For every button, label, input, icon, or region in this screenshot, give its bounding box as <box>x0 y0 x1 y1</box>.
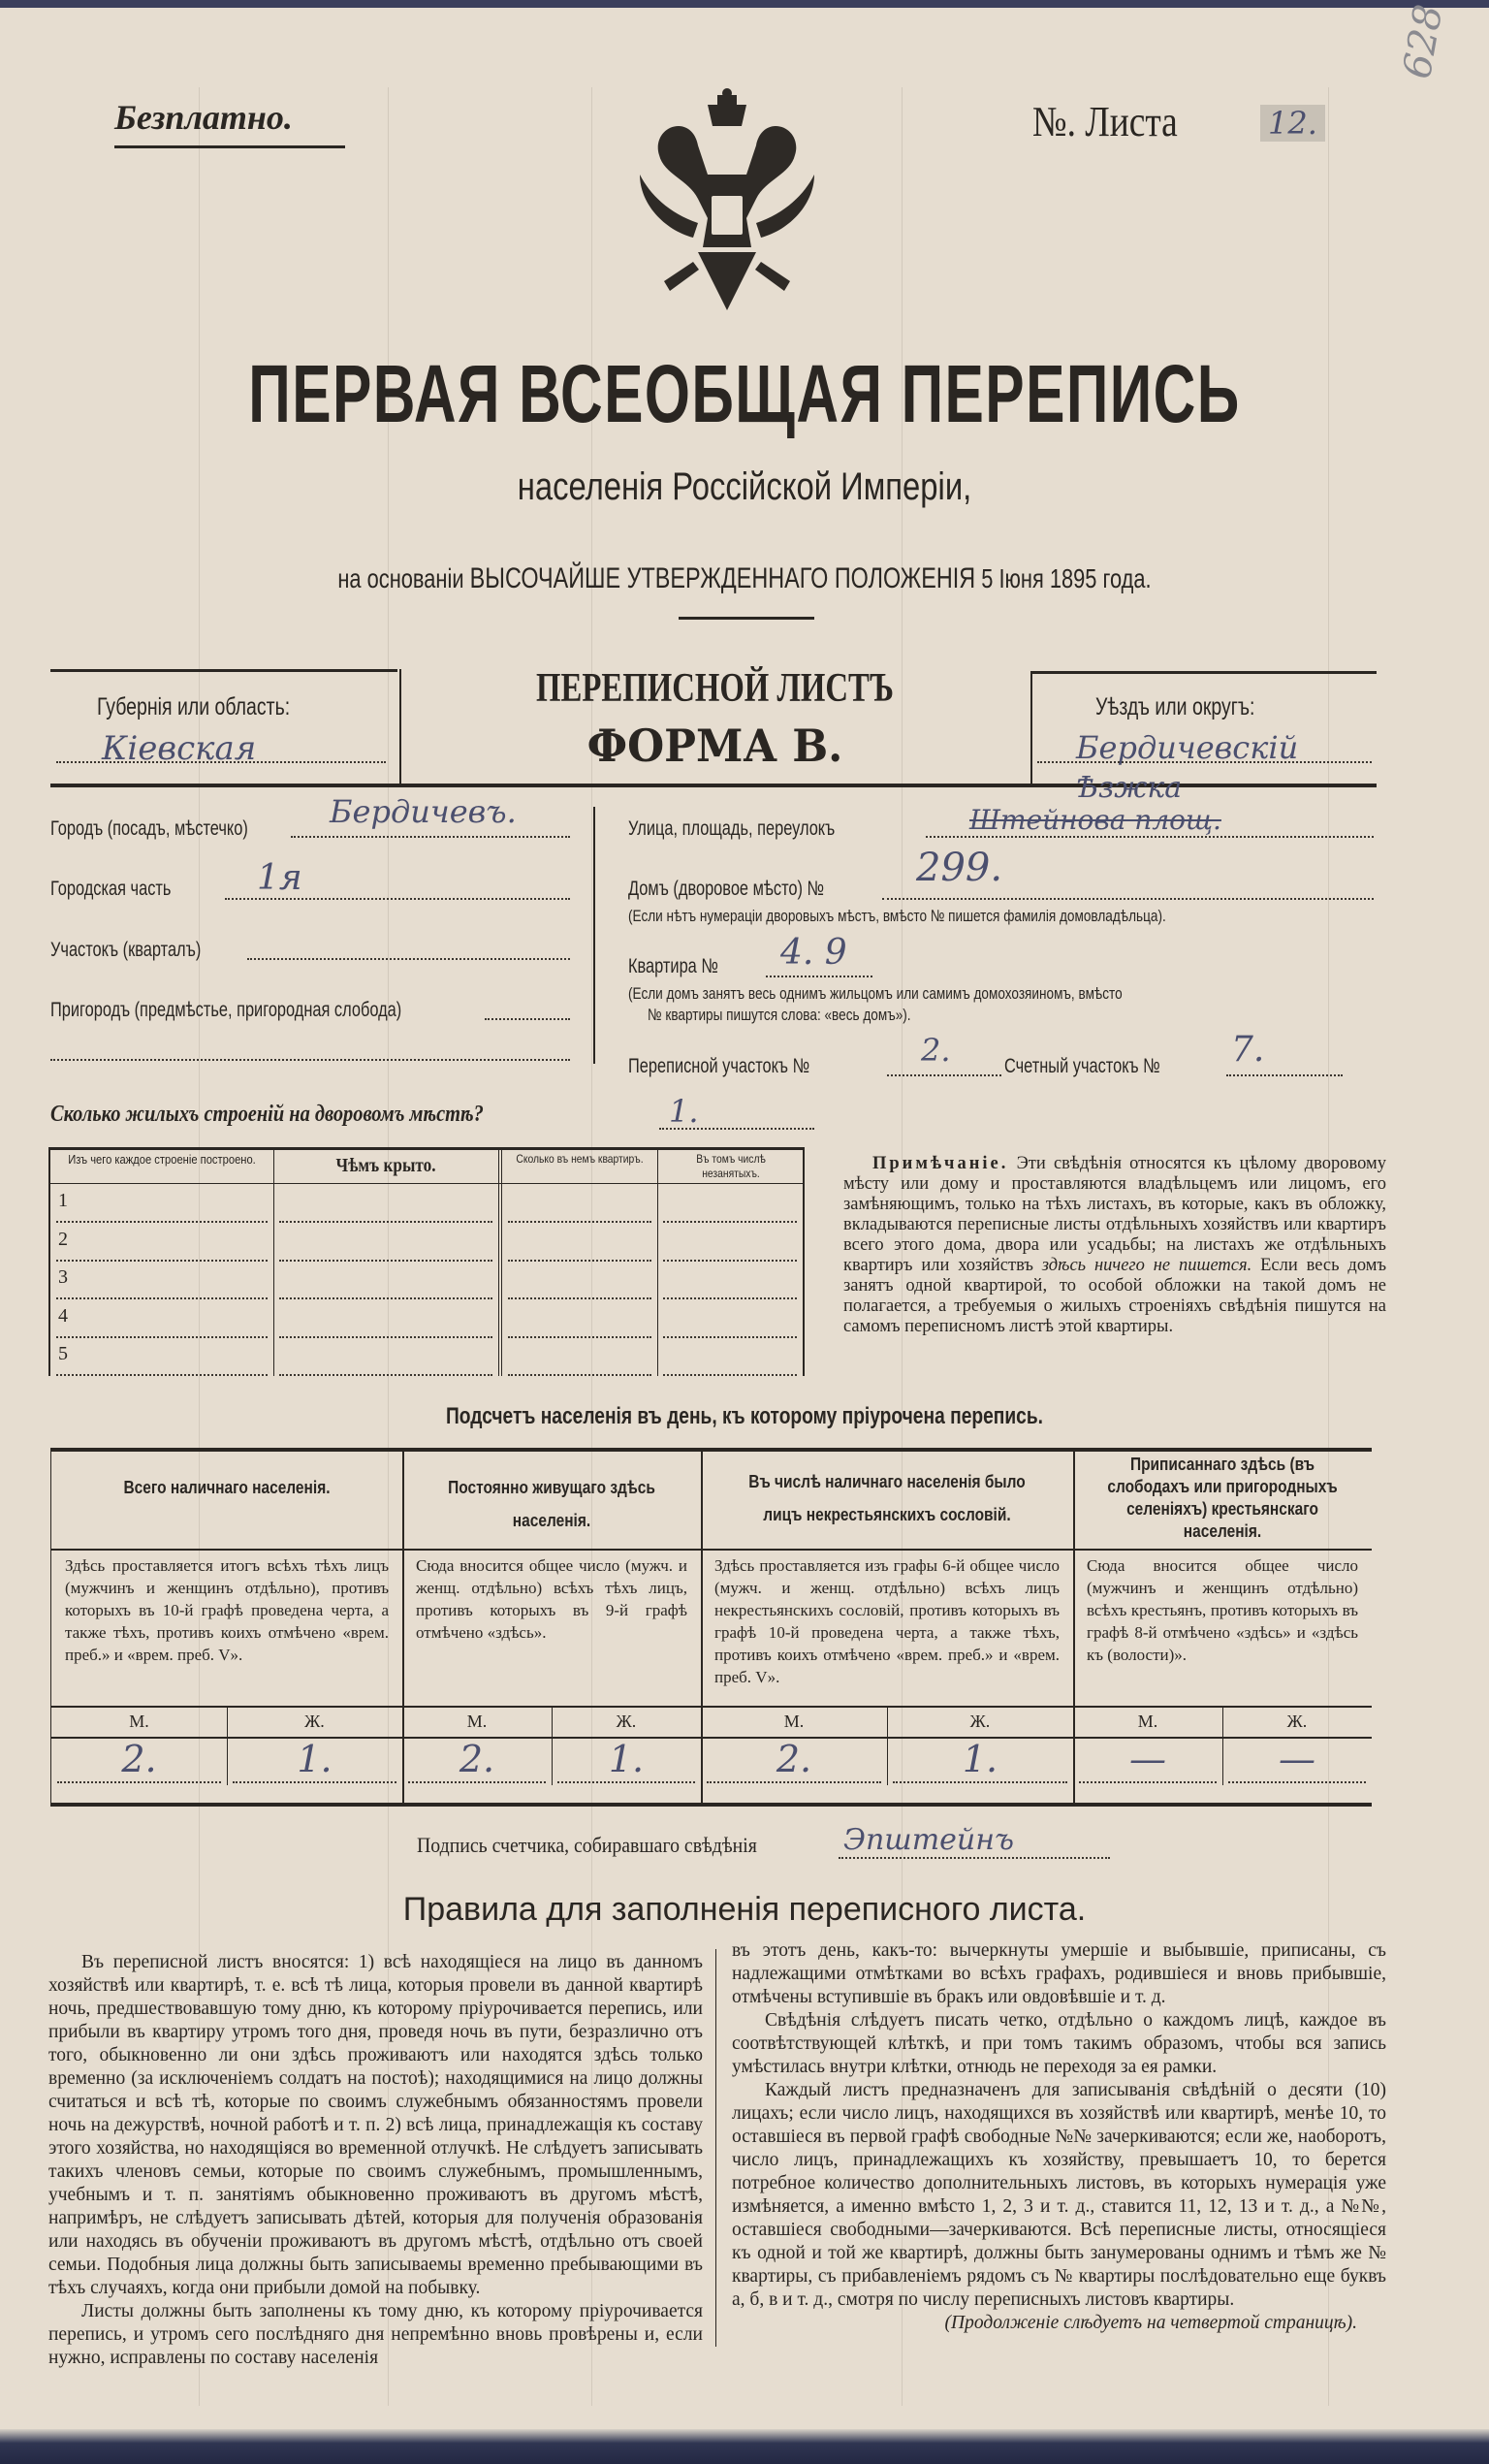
house-field-line <box>882 898 1374 900</box>
district-label: Уѣздъ или округъ: <box>1095 693 1255 720</box>
suburb-field-line-2[interactable] <box>50 1059 570 1061</box>
document-title: ПЕРВАЯ ВСЕОБЩАЯ ПЕРЕПИСЬ <box>248 348 1241 439</box>
divider <box>887 1708 888 1785</box>
province-label: Губернія или область: <box>97 693 291 720</box>
buildings-value[interactable]: 1. <box>669 1093 699 1130</box>
female-label: Ж. <box>1286 1712 1308 1731</box>
apartment-label: Квартира № <box>628 955 718 977</box>
column-divider <box>1073 1452 1075 1807</box>
apartment-note-2: № квартиры пишутся слова: «весь домъ»). <box>648 1006 911 1024</box>
form-name: ФОРМА В. <box>586 720 843 772</box>
count-district-field-line <box>1226 1074 1343 1076</box>
scan-bottom-edge <box>0 2429 1489 2464</box>
buildings-table-cell[interactable] <box>663 1336 797 1338</box>
buildings-table-cell[interactable] <box>279 1374 492 1376</box>
divider <box>114 145 345 148</box>
buildings-table-cell[interactable] <box>508 1336 651 1338</box>
divider <box>1073 1549 1372 1551</box>
count-field-line <box>233 1781 396 1783</box>
population-count-table <box>50 1448 1372 1807</box>
precinct-field-line[interactable] <box>247 958 570 960</box>
divider <box>51 1549 402 1551</box>
population-column-title: Постоянно живущаго здѣсь населенія. <box>448 1478 655 1530</box>
buildings-table-cell[interactable] <box>508 1221 651 1223</box>
column-divider <box>715 1949 716 2347</box>
rules-paragraph: Въ переписной листъ вносятся: 1) всѣ находящіеся на лицо въ данномъ хозяйствѣ или квартирѣ, т. е. всѣ тѣ лица, которыя провели въ данной квартирѣ ночь, предшествовавшую тому дню, къ которому пріурочивается перепись, или прибыли въ квартиру утромъ того дня, проведя ночь въ пути, безразлично отъ того, обыкновенно ли они здѣсь проживаютъ или находятся здѣсь только временно (за исключеніемъ солдатъ на постоѣ); находящимися на лицо должны считаться и всѣ тѣ, которые по своимъ служебнымъ обязанностямъ провели ночь на дежурствѣ, ночной работѣ и т. п. 2) всѣ лица, принадлежащія къ составу этого хозяйства, но находящіяся во временной отлучкѣ. Не слѣдуетъ записывать такихъ членовъ семьи, которые по своимъ служебнымъ, промышленнымъ, учебнымъ и т. п. занятіямъ обыкновенно проживаютъ въ другомъ мѣстѣ, напримѣръ, не слѣдуетъ записывать дѣтей, которыя для полученія образованія или находясь въ обученіи проживаютъ въ другомъ мѣстѣ, отдѣльно отъ своей семьи. Подобныя лица должны быть записываемы временно пребывающими въ тѣхъ случаяхъ, когда они прибыли домой на побывку. <box>48 1952 703 2298</box>
count-field-line <box>893 1781 1067 1783</box>
column-header-unoccupied: Въ томъ числѣ незанятыхъ. <box>696 1152 766 1180</box>
population-column-description: Здѣсь проставляется изъ графы 6-й общее число (мужч. и женщ. отдѣльно) всѣхъ лицъ некрестьянскихъ сословій, противъ которыхъ въ графѣ 10-й проведена черта, а также тѣхъ, противъ коихъ отмѣчено «врем. преб.» и «врем. преб. V». <box>714 1556 1060 1686</box>
population-column-description: Здѣсь проставляется итогъ всѣхъ тѣхъ лицъ (мужчинъ и женщинъ отдѣльно), противъ которыхъ въ 10-й графѣ проведена черта, а также тѣхъ, противъ коихъ отмѣчено «врем. преб.» и «врем. преб. V». <box>65 1556 389 1664</box>
female-count-value[interactable]: 1. <box>962 1738 998 1780</box>
male-label: М. <box>129 1712 149 1731</box>
row-number: 4 <box>58 1304 68 1327</box>
note-body-end: Если весь домъ занятъ одной квартирой, то особой обложки на такой домъ не полагается, а требуемыя о жилыхъ строеніяхъ свѣдѣнія пишутся на самомъ переписномъ листѣ этой квартиры. <box>843 1256 1387 1336</box>
precinct-label: Участокъ (кварталъ) <box>50 939 202 961</box>
buildings-table-cell[interactable] <box>279 1336 492 1338</box>
divider <box>701 1549 1073 1551</box>
city-part-label: Городская часть <box>50 878 172 900</box>
column-header-roof: Чѣмъ крыто. <box>335 1155 436 1176</box>
count-field-line <box>707 1781 881 1783</box>
buildings-table-cell[interactable] <box>663 1221 797 1223</box>
male-label: М. <box>783 1712 805 1731</box>
divider <box>1030 671 1032 784</box>
signature-field-line <box>839 1857 1110 1859</box>
rules-paragraph: Каждый листъ предназначенъ для записыванія свѣдѣній о десяти (10) лицахъ; если число лицъ, находящихся въ хозяйствѣ или квартирѣ, менѣе 10, то оставшіеся въ первой графѣ свободные №№ зачеркиваются; если же, наоборотъ, число лицъ, принадлежащихъ къ хозяйству, превышаетъ 10, то берется потребное количество дополнительныхъ листовъ, въ которыхъ нумерація уже измѣняется, а именно вмѣсто 1, 2, 3 и т. д., ставится 11, 12, 13 и т. д., а №№, оставшіеся свободными—зачеркиваются. Всѣ переписные листы, относящіеся къ одной и той же квартирѣ, должны быть занумерованы однимъ и тѣмъ же № квартиры, съ прибавленіемъ рядомъ съ № квартиры послѣдовательно еще буквъ а, б, в и т. д., смотря по числу переписныхъ листовъ квартиры. <box>732 2080 1386 2310</box>
divider <box>227 1708 228 1785</box>
rules-paragraph: Листы должны быть заполнены къ тому дню, къ которому пріурочивается перепись, и утромъ сего послѣдняго дня непремѣнно вновь провѣрены и, если нужно, исправлены по составу населенія <box>48 2301 703 2368</box>
city-field-line <box>291 836 570 838</box>
column-divider <box>701 1452 703 1807</box>
count-field-line <box>557 1781 695 1783</box>
street-correction: Ѣзжка <box>1076 771 1183 805</box>
legal-basis-prefix: на основаніи <box>337 563 464 593</box>
note-text <box>843 1154 1386 1337</box>
buildings-table-cell[interactable] <box>56 1374 268 1376</box>
rules-left-column <box>48 1951 703 2370</box>
sheet-number-label: №. Листа <box>1032 98 1178 145</box>
female-label: Ж. <box>304 1712 325 1731</box>
buildings-table-cell[interactable] <box>279 1260 492 1262</box>
divider <box>552 1708 553 1785</box>
city-label: Городъ (посадъ, мѣстечко) <box>50 817 248 840</box>
divider <box>402 1549 701 1551</box>
female-label: Ж. <box>616 1712 637 1731</box>
signature-label: Подпись счетчика, собиравшаго свѣдѣнія <box>417 1833 757 1857</box>
row-number: 5 <box>58 1343 68 1364</box>
rules-continued-note: (Продолженіе слѣдуетъ на четвертой страницѣ). <box>944 2313 1357 2333</box>
population-column-title: Въ числѣ наличнаго населенія было лицъ некрестьянскихъ сословій. <box>748 1472 1026 1524</box>
rules-heading: Правила для заполненія переписного листа. <box>402 1891 1087 1928</box>
divider <box>1222 1708 1223 1785</box>
male-count-value[interactable]: 2. <box>776 1738 812 1780</box>
form-title: ПЕРЕПИСНОЙ ЛИСТЪ <box>536 666 894 711</box>
buildings-table-cell[interactable] <box>508 1297 651 1299</box>
column-header-material: Изъ чего каждое строеніе построено. <box>68 1152 256 1167</box>
male-count-value[interactable]: — <box>1129 1738 1166 1780</box>
note-italic: здѣсь ничего не пишется. <box>1041 1256 1252 1275</box>
province-value[interactable]: Кіевская <box>102 729 257 768</box>
city-part-field-line <box>225 898 570 900</box>
buildings-table-cell[interactable] <box>56 1260 268 1262</box>
street-label: Улица, площадь, переулокъ <box>628 817 836 840</box>
street-field-line <box>926 836 1374 838</box>
signature-value[interactable]: Эпштейнъ <box>843 1823 1014 1857</box>
rules-paragraph: Свѣдѣнія слѣдуетъ писать четко, отдѣльно о каждомъ лицѣ, каждое въ соотвѣтствующей клѣткѣ, и при томъ такимъ образомъ, чтобы вся запись умѣстилась внутри клѣтки, отнюдь не переходя за ея рамки. <box>732 2010 1386 2077</box>
population-column-description: Сюда вносится общее число (мужч. и женщ. отдѣльно) всѣхъ тѣхъ лицъ, противъ которыхъ въ 9-й графѣ отмѣчено «здѣсь». <box>416 1556 687 1642</box>
count-field-line <box>57 1781 221 1783</box>
note-body: Эти свѣдѣнія относятся къ цѣлому дворовому мѣсту или дому и проставляются владѣльцемъ или лицомъ, его замѣняющимъ, только на тѣхъ листахъ, въ которые, какъ въ обложку, вкладываются переписные листы отдѣльныхъ хозяйствъ или квартиръ всего этого дома, двора или усадьбы; на листахъ же отдѣльныхъ квартиръ или хозяйствъ <box>843 1154 1386 1275</box>
row-number: 2 <box>58 1228 68 1250</box>
population-column-description: Сюда вносится общее число (мужчинъ и женщинъ отдѣльно) всѣхъ крестьянъ, противъ которыхъ въ графѣ 8-й отмѣчено «здѣсь» и «здѣсь къ (волости)». <box>1087 1556 1358 1664</box>
buildings-table-cell[interactable] <box>663 1374 797 1376</box>
divider <box>1032 671 1377 674</box>
buildings-table-cell[interactable] <box>508 1260 651 1262</box>
female-count-value[interactable]: 1. <box>608 1738 645 1780</box>
rules-paragraph: въ этотъ день, какъ-то: вычеркнуты умершіе и выбывшіе, приписаны, съ надлежащими отмѣтками во всѣхъ графахъ, родившіеся и вновь прибывшіе, отмѣчены вступившіе въ бракъ или овдовѣвшіе и т. д. <box>732 1940 1386 2007</box>
divider <box>593 807 595 1064</box>
male-count-value[interactable]: 2. <box>459 1738 495 1780</box>
buildings-table-cell[interactable] <box>56 1336 268 1338</box>
column-divider <box>402 1452 404 1807</box>
buildings-question: Сколько жилыхъ строеній на дворовомъ мѣстѣ? <box>50 1102 484 1127</box>
column-header-apartments: Сколько въ немъ квартиръ. <box>516 1152 644 1166</box>
district-field-line <box>1037 761 1372 763</box>
buildings-table-cell[interactable] <box>279 1297 492 1299</box>
population-count-heading: Подсчетъ населенія въ день, къ которому пріурочена перепись. <box>445 1403 1043 1429</box>
scan-top-edge <box>0 0 1489 8</box>
legal-basis-caps: ВЫСОЧАЙШЕ УТВЕРЖДЕННАГО ПОЛОЖЕНІЯ <box>469 562 976 594</box>
male-count-value[interactable]: 2. <box>121 1738 157 1780</box>
count-field-line <box>1228 1781 1366 1783</box>
city-value[interactable]: Бердичевъ. <box>330 793 517 830</box>
rules-right-column <box>732 1939 1386 2335</box>
census-district-label: Переписной участокъ № <box>628 1055 810 1077</box>
apartment-field-line <box>766 976 872 977</box>
female-count-value[interactable]: 1. <box>297 1738 333 1780</box>
buildings-table <box>48 1147 805 1376</box>
district-value[interactable]: Бердичевскій <box>1076 729 1299 766</box>
note-title: Примѣчаніе. <box>872 1154 1009 1173</box>
city-part-value[interactable]: 1я <box>257 858 302 898</box>
buildings-table-cell[interactable] <box>56 1297 268 1299</box>
row-number: 1 <box>58 1190 68 1211</box>
house-value[interactable]: 299. <box>916 846 1003 890</box>
house-note: (Если нѣтъ нумераціи дворовыхъ мѣстъ, вмѣсто № пишется фамилія домовладѣльца). <box>628 907 1166 925</box>
buildings-table-cell[interactable] <box>663 1297 797 1299</box>
free-label: Безплатно. <box>114 98 293 137</box>
suburb-field-line[interactable] <box>485 1018 570 1020</box>
buildings-field-line <box>659 1128 814 1130</box>
population-column-title: Приписаннаго здѣсь (въ слободахъ или пригородныхъ селеніяхъ) крестьянскаго населенія. <box>1107 1455 1338 1541</box>
document-subtitle: населенія Россійской Имперіи, <box>517 465 972 508</box>
buildings-table-cell[interactable] <box>279 1221 492 1223</box>
suburb-label: Пригородъ (предмѣстье, пригородная слобода) <box>50 999 402 1021</box>
count-district-value[interactable]: 7. <box>1231 1030 1265 1070</box>
divider <box>399 669 401 784</box>
buildings-table-cell[interactable] <box>56 1221 268 1223</box>
count-field-line <box>1079 1781 1217 1783</box>
divider <box>50 669 397 672</box>
male-label: М. <box>466 1712 488 1731</box>
census-district-field-line <box>887 1074 1001 1076</box>
population-column-title: Всего наличнаго населенія. <box>123 1478 331 1497</box>
house-label: Домъ (дворовое мѣсто) № <box>628 878 825 900</box>
census-district-value[interactable]: 2. <box>921 1032 951 1069</box>
count-district-label: Счетный участокъ № <box>1004 1055 1160 1077</box>
archive-number: 628 <box>1394 1 1452 82</box>
street-value[interactable]: Штейнова площ. <box>969 804 1221 836</box>
female-label: Ж. <box>969 1712 991 1731</box>
legal-basis <box>164 562 1325 595</box>
legal-basis-date: 5 Іюня 1895 года. <box>981 563 1152 593</box>
divider <box>679 617 814 620</box>
row-number: 3 <box>58 1266 68 1288</box>
buildings-table-cell[interactable] <box>508 1374 651 1376</box>
sheet-number-value: 12. <box>1260 105 1325 142</box>
buildings-table-cell[interactable] <box>663 1260 797 1262</box>
imperial-eagle-emblem <box>620 87 834 320</box>
apartment-value[interactable]: 4. 9 <box>780 933 847 973</box>
male-label: М. <box>1137 1712 1158 1731</box>
female-count-value[interactable]: — <box>1279 1738 1315 1780</box>
province-field-line <box>56 761 386 763</box>
apartment-note-1: (Если домъ занятъ весь однимъ жильцомъ или самимъ домохозяиномъ, вмѣсто <box>628 984 1123 1003</box>
count-field-line <box>408 1781 546 1783</box>
